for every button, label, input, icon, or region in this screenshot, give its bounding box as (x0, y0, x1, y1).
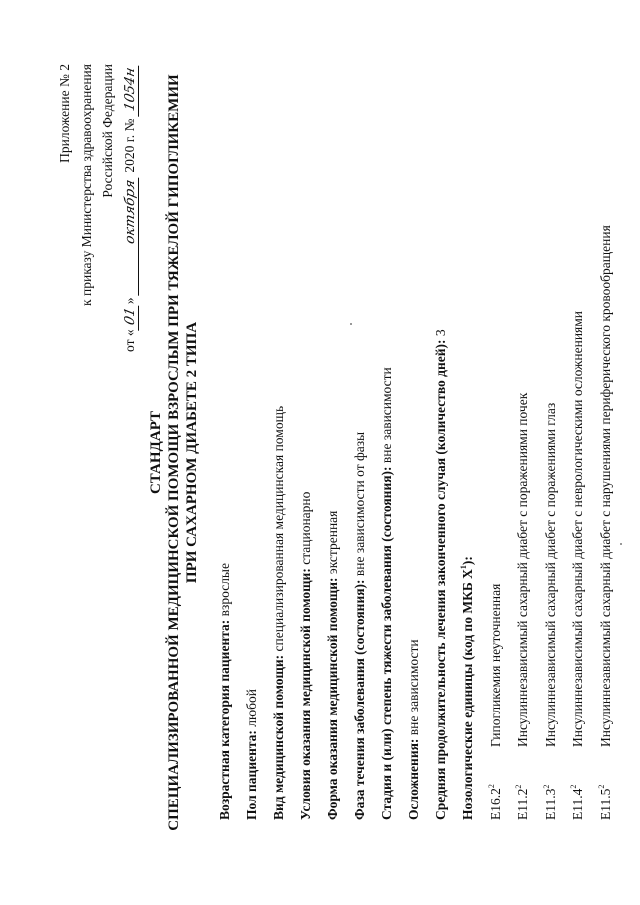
doc-title: СТАНДАРТ (148, 410, 164, 495)
field-care-conditions: Условия оказания медицинской помощи: стационарно (298, 491, 313, 820)
date-year: 2020 г. № (122, 118, 137, 173)
icd-code: E11.2$^2$ (514, 784, 530, 820)
field-duration: Средняя продолжительность лечения законченного случая (количество дней): 3 (433, 329, 448, 820)
field-sex: Пол пациента: любой (244, 689, 259, 820)
icd-description: Гипогликемия неуточненная (488, 583, 503, 747)
icd-code: E16.2$^2$ (487, 784, 503, 820)
icd-code: E11.3$^2$ (542, 784, 558, 820)
field-care-type: Вид медицинской помощи: специализированная медицинская помощь (271, 405, 286, 820)
icd-code: E11.4$^2$ (569, 784, 585, 820)
handwritten-month: октября (122, 174, 139, 296)
field-complications: Осложнения: вне зависимости (406, 639, 421, 820)
appendix-ministry: Российской Федерации (100, 64, 115, 198)
date-prefix: от « (122, 329, 137, 352)
icd-description: Инсулиннезависимый сахарный диабет с нарушениями периферического кровообращения (598, 225, 613, 747)
doc-title-line3: ПРИ САХАРНОМ ДИАБЕТЕ 2 ТИПА (184, 321, 200, 584)
appendix-number: Приложение № 2 (57, 64, 72, 163)
appendix-date-line (122, 64, 139, 352)
scan-speck (350, 323, 352, 325)
icd-description: Инсулиннезависимый сахарный диабет с поражениями почек (515, 392, 530, 747)
scan-speck (620, 543, 622, 545)
icd-description: Инсулиннезависимый сахарный диабет с неврологическими осложнениями (570, 310, 585, 747)
nosology-heading: Нозологические единицы (код по МКБ $X^1$): (459, 556, 475, 820)
field-severity: Стадия и (или) степень тяжести заболевания (состояния): вне зависимости (379, 367, 394, 820)
field-disease-phase: Фаза течения заболевания (состояния): вне зависимости от фазы (352, 431, 367, 820)
field-age: Возрастная категория пациента: взрослые (217, 563, 232, 820)
field-care-form: Форма оказания медицинской помощи: экстренная (325, 510, 340, 820)
date-quote: » (122, 297, 137, 305)
handwritten-day: 01 (122, 302, 139, 331)
icd-description: Инсулиннезависимый сахарный диабет с поражениями глаз (543, 402, 558, 747)
doc-title-line2: СПЕЦИАЛИЗИРОВАННОЙ МЕДИЦИНСКОЙ ПОМОЩИ ВЗРОСЛЫМ ПРИ ТЯЖЕЛОЙ ГИПОГЛИКЕМИИ (166, 74, 182, 831)
appendix-order: к приказу Министерства здравоохранения (79, 64, 94, 306)
icd-code: E11.5$^2$ (597, 784, 613, 820)
handwritten-number: 1054н (122, 62, 139, 117)
